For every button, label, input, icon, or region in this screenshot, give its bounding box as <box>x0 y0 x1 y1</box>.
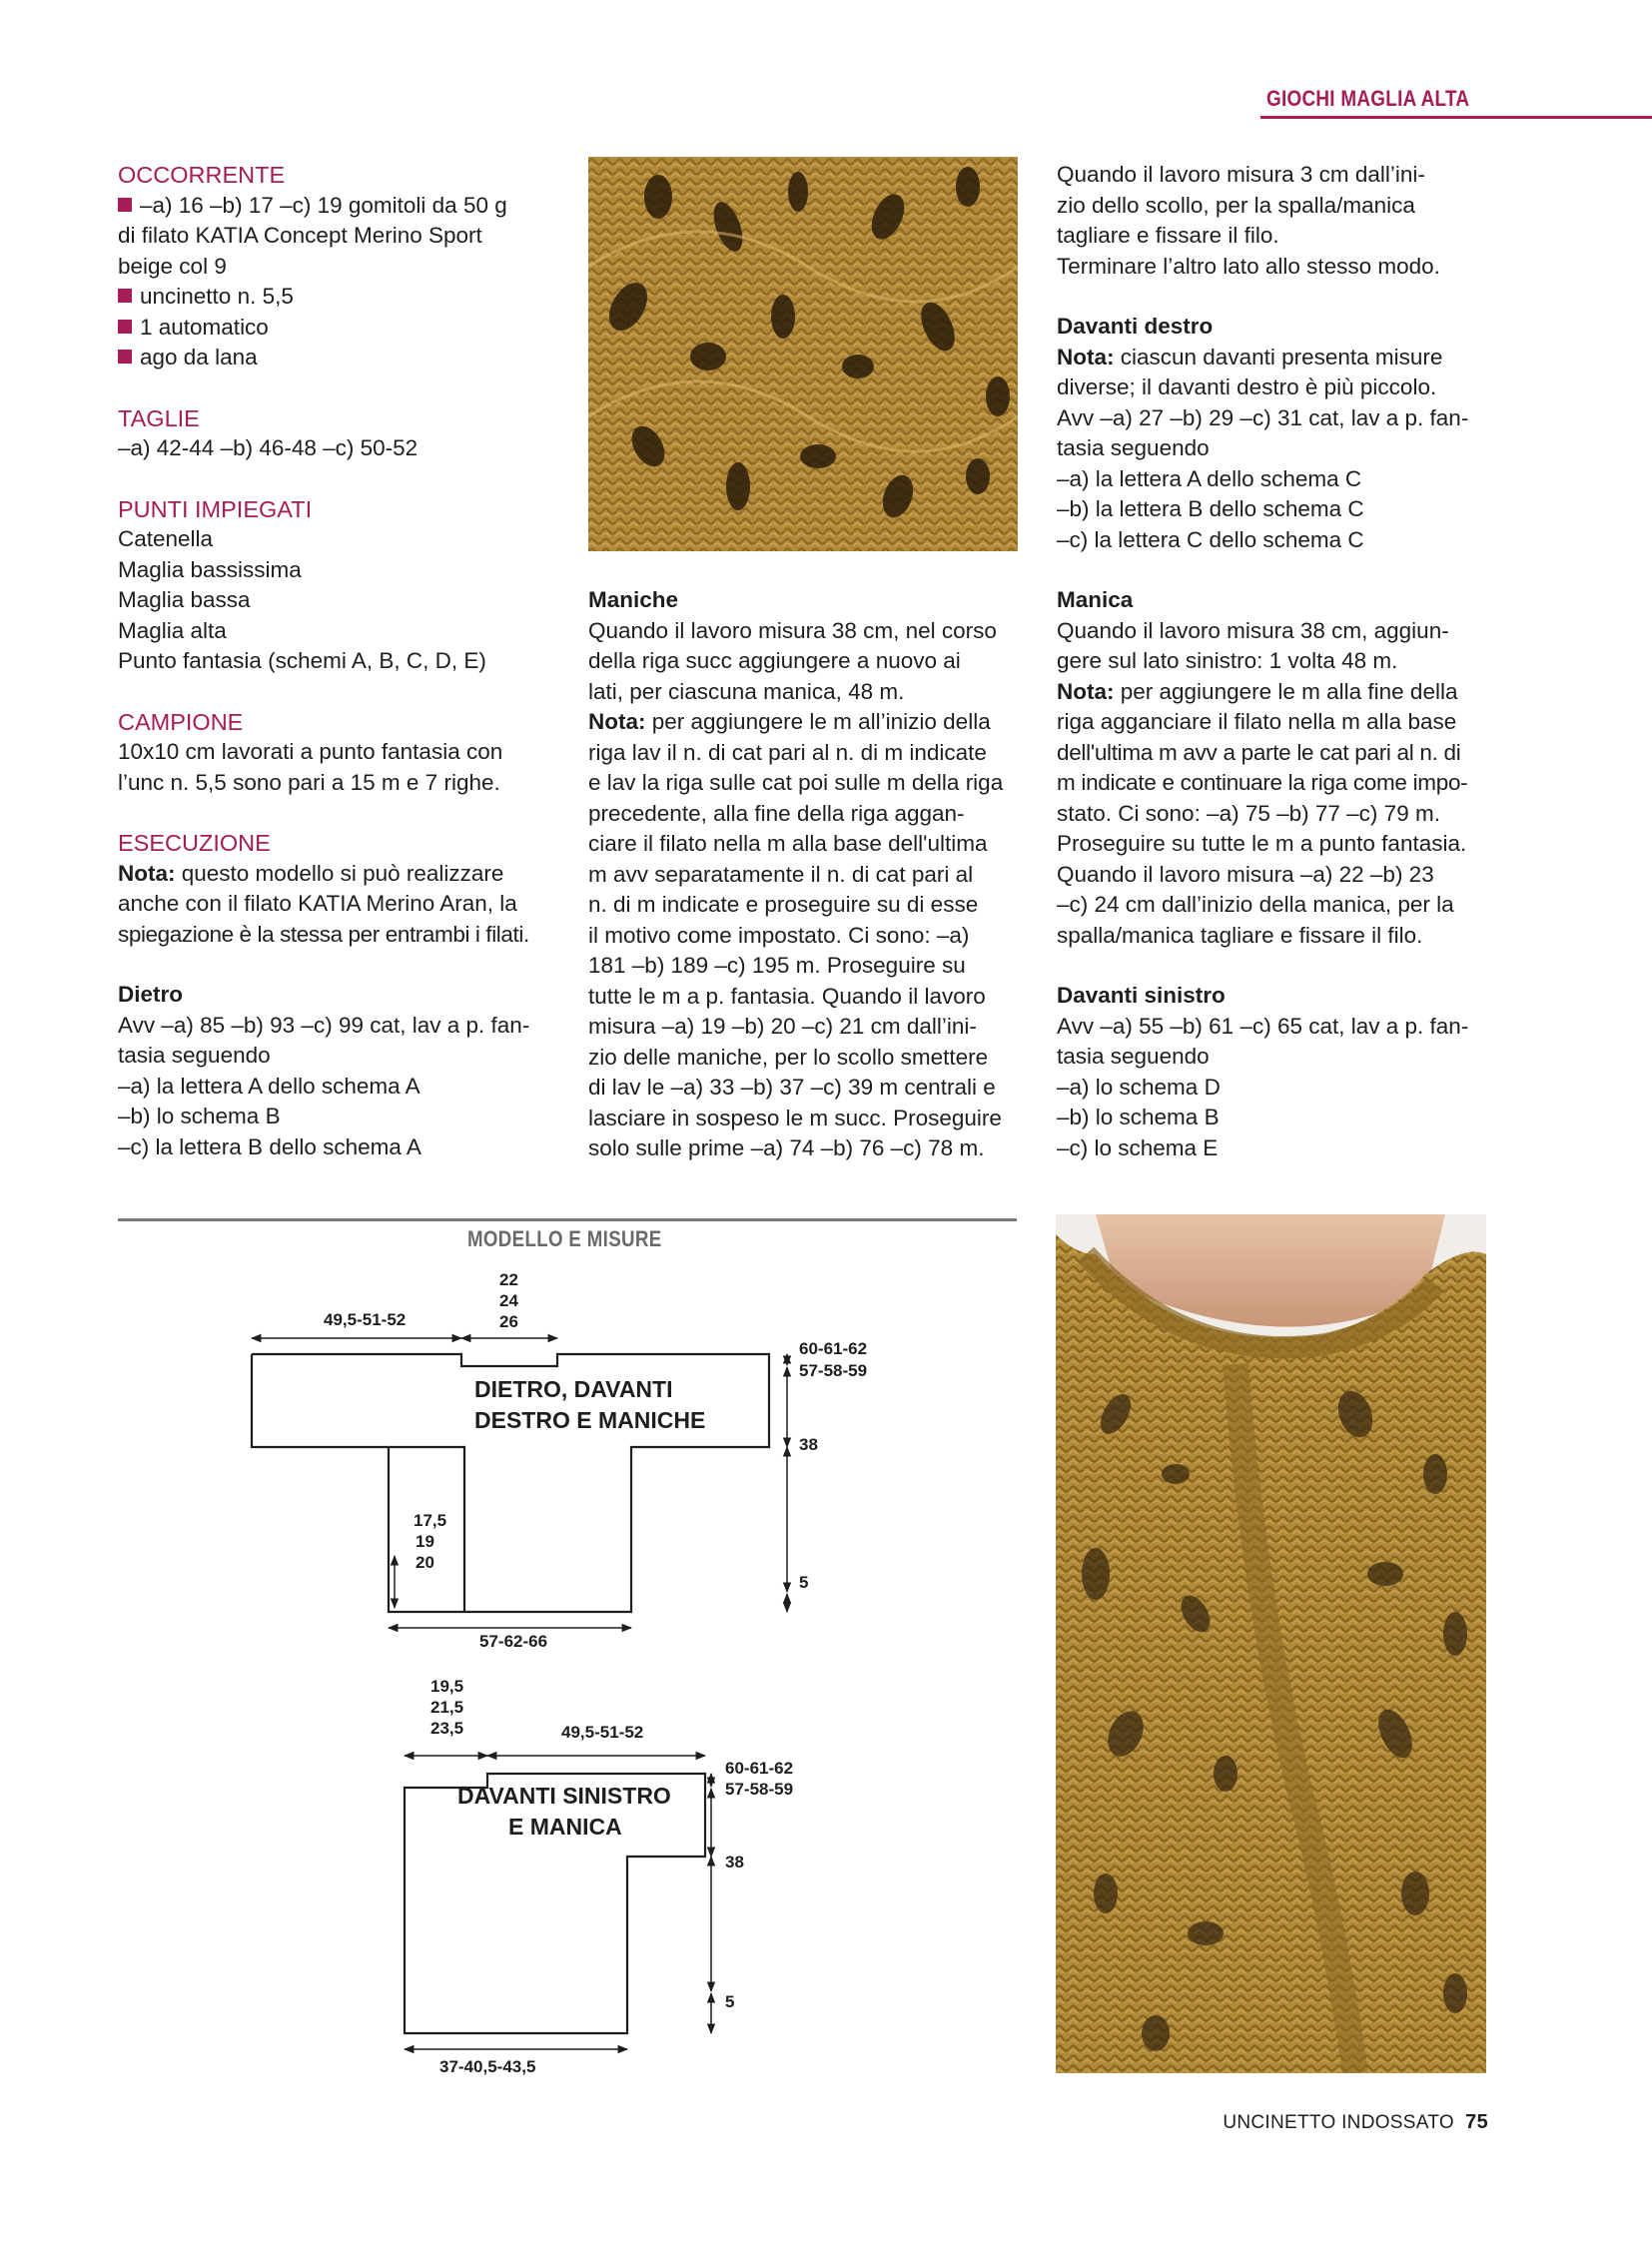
punti-heading: PUNTI IMPIEGATI <box>118 495 313 522</box>
occorrente-item-hook: uncinetto n. 5,5 <box>140 284 294 309</box>
right-line: Terminare l’altro lato allo stesso modo. <box>1057 253 1440 279</box>
section-tag: GIOCHI MAGLIA ALTA <box>1266 86 1470 111</box>
taglie-text: –a) 42-44 –b) 46-48 –c) 50-52 <box>118 435 418 460</box>
punto-item: Maglia bassa <box>118 587 251 612</box>
dim-side: 17,5 <box>413 1511 447 1530</box>
maniche-line: ciare il filato nella m alla base dell'ultima <box>588 831 988 856</box>
maniche-line: m avv separatamente il n. di cat pari al <box>588 861 974 887</box>
magazine-name: UNCINETTO INDOSSATO <box>1223 2112 1454 2133</box>
maniche-line: n. di m indicate e proseguire su di esse <box>588 892 979 917</box>
dietro-line-1: Avv –a) 85 –b) 93 –c) 99 cat, lav a p. fan- <box>118 1012 530 1038</box>
maniche-line: misura –a) 19 –b) 20 –c) 21 cm dall’ini- <box>588 1014 977 1039</box>
manica-line: spalla/manica tagliare e fissare il filo. <box>1057 922 1423 948</box>
manica-line: Quando il lavoro misura –a) 22 –b) 23 <box>1057 861 1434 887</box>
esecuzione-line-1: questo modello si può realizzare <box>175 860 504 886</box>
maniche-line: zio delle maniche, per lo scollo smettere <box>588 1044 989 1070</box>
dim-38: 38 <box>799 1435 818 1454</box>
manica-nota: per aggiungere le m alla fine della <box>1114 678 1458 704</box>
dim-neck: 21,5 <box>430 1698 464 1717</box>
garment-photo <box>1056 1214 1486 2073</box>
occorrente-line-2: di filato KATIA Concept Merino Sport <box>118 223 482 248</box>
diagram-title: MODELLO E MISURE <box>467 1226 662 1251</box>
piece2-label: E MANICA <box>508 1814 622 1840</box>
dim-neck: 23,5 <box>430 1719 464 1738</box>
dim-neck: 22 <box>499 1270 518 1289</box>
dd-line: –a) la lettera A dello schema C <box>1057 465 1362 491</box>
ds-line: Avv –a) 55 –b) 61 –c) 65 cat, lav a p. fan- <box>1057 1013 1469 1039</box>
nota-label: Nota: <box>118 860 176 886</box>
manica-line: –c) 24 cm dall’inizio della manica, per la <box>1057 892 1454 917</box>
ds-line: –a) lo schema D <box>1057 1074 1221 1100</box>
maniche-line: solo sulle prime –a) 74 –b) 76 –c) 78 m. <box>588 1135 985 1160</box>
maniche-line: 181 –b) 189 –c) 195 m. Proseguire su <box>588 953 966 978</box>
dim-side: 19 <box>415 1532 434 1551</box>
esecuzione-heading: ESECUZIONE <box>118 830 271 856</box>
dim-5: 5 <box>799 1573 809 1592</box>
manica-line: Quando il lavoro misura 38 cm, aggiun- <box>1057 617 1449 643</box>
davanti-sinistro-heading: Davanti sinistro <box>1057 983 1226 1008</box>
dim-neck: 24 <box>499 1291 518 1310</box>
dd-line: –b) la lettera B dello schema C <box>1057 496 1364 521</box>
manica-heading: Manica <box>1057 587 1134 612</box>
dim-height: 60-61-62 <box>725 1759 794 1778</box>
nota-label: Nota: <box>1057 344 1115 370</box>
dd-nota: ciascun davanti presenta misure <box>1114 344 1443 370</box>
maniche-heading: Maniche <box>588 587 679 612</box>
punto-item: Maglia alta <box>118 617 227 643</box>
taglie-heading: TAGLIE <box>118 404 200 431</box>
punto-item: Catenella <box>118 526 214 551</box>
dim-sleeve-top: 49,5-51-52 <box>561 1723 644 1742</box>
dd-line: diverse; il davanti destro è più piccolo. <box>1057 374 1437 399</box>
dietro-line-3: –a) la lettera A dello schema A <box>118 1073 420 1099</box>
maniche-line: e lav la riga sulle cat poi sulle m della riga <box>588 770 1004 795</box>
ds-line: tasia seguendo <box>1057 1044 1210 1069</box>
manica-line: m indicate e continuare la riga come impo- <box>1057 770 1468 795</box>
dd-line: Avv –a) 27 –b) 29 –c) 31 cat, lav a p. fan- <box>1057 404 1469 430</box>
page-footer <box>1223 2111 1488 2134</box>
maniche-line: Quando il lavoro misura 38 cm, nel corso <box>588 617 997 643</box>
punto-item: Maglia bassissima <box>118 556 302 582</box>
dim-sleeve-top: 49,5-51-52 <box>324 1310 407 1329</box>
dim-side: 20 <box>415 1553 434 1572</box>
punto-item: Punto fantasia (schemi A, B, C, D, E) <box>118 648 486 673</box>
dim-neck: 26 <box>499 1312 518 1331</box>
occorrente-line-1: –a) 16 –b) 17 –c) 19 gomitoli da 50 g <box>140 192 507 218</box>
maniche-line: precedente, alla fine della riga aggan- <box>588 800 965 826</box>
dietro-line-5: –c) la lettera B dello schema A <box>118 1133 421 1159</box>
manica-line: stato. Ci sono: –a) 75 –b) 77 –c) 79 m. <box>1057 800 1440 826</box>
dim-height: 57-58-59 <box>725 1780 794 1799</box>
dietro-heading: Dietro <box>118 982 184 1007</box>
dim-height: 57-58-59 <box>799 1361 868 1380</box>
dim-38: 38 <box>725 1853 744 1871</box>
occorrente-item-snap: 1 automatico <box>140 314 269 340</box>
nota-label: Nota: <box>1057 678 1115 704</box>
dd-line: tasia seguendo <box>1057 435 1210 460</box>
dim-neck: 19,5 <box>430 1677 464 1696</box>
manica-line: Proseguire su tutte le m a punto fantasia. <box>1057 831 1467 856</box>
page-number: 75 <box>1465 2111 1488 2133</box>
dd-line: –c) la lettera C dello schema C <box>1057 526 1364 552</box>
ds-line: –c) lo schema E <box>1057 1134 1219 1160</box>
piece2-label: DAVANTI SINISTRO <box>457 1783 671 1809</box>
right-line: zio dello scollo, per la spalla/manica <box>1057 192 1415 218</box>
campione-line-2: l’unc n. 5,5 sono pari a 15 m e 7 righe. <box>118 769 500 795</box>
maniche-line: il motivo come impostato. Ci sono: –a) <box>588 922 970 948</box>
dim-bottom: 37-40,5-43,5 <box>439 2057 536 2076</box>
occorrente-heading: OCCORRENTE <box>118 162 286 188</box>
occorrente-item-needle: ago da lana <box>140 345 258 370</box>
dim-5: 5 <box>725 1992 735 2011</box>
piece-front-left-outline <box>405 1774 705 2033</box>
maniche-line: lasciare in sospeso le m succ. Proseguire <box>588 1105 1002 1130</box>
dietro-line-2: tasia seguendo <box>118 1043 271 1068</box>
manica-line: gere sul lato sinistro: 1 volta 48 m. <box>1057 648 1398 673</box>
maniche-line: riga lav il n. di cat pari al n. di m indicate <box>588 739 987 765</box>
ds-line: –b) lo schema B <box>1057 1105 1220 1129</box>
dim-height: 60-61-62 <box>799 1339 868 1358</box>
nota-label: Nota: <box>588 709 646 734</box>
piece1-label: DIETRO, DAVANTI <box>474 1376 673 1402</box>
davanti-destro-heading: Davanti destro <box>1057 314 1214 339</box>
esecuzione-line-2: anche con il filato KATIA Merino Aran, la <box>118 891 517 916</box>
maniche-line: lati, per ciascuna manica, 48 m. <box>588 678 905 704</box>
occorrente-line-3: beige col 9 <box>118 253 227 279</box>
maniche-line: tutte le m a p. fantasia. Quando il lavoro <box>588 983 986 1009</box>
dim-bottom: 57-62-66 <box>479 1632 548 1651</box>
dietro-line-4: –b) lo schema B <box>118 1104 281 1128</box>
maniche-nota: per aggiungere le m all’inizio della <box>645 709 991 734</box>
right-line: Quando il lavoro misura 3 cm dall’ini- <box>1057 162 1425 187</box>
right-column <box>1057 160 1487 1163</box>
piece1-label: DESTRO E MANICHE <box>474 1407 706 1433</box>
esecuzione-line-3: spiegazione è la stessa per entrambi i filati. <box>118 921 529 947</box>
manica-line: riga agganciare il filato nella m alla base <box>1057 709 1457 734</box>
maniche-line: della riga succ aggiungere a nuovo ai <box>588 648 961 673</box>
campione-heading: CAMPIONE <box>118 708 244 735</box>
campione-line-1: 10x10 cm lavorati a punto fantasia con <box>118 739 503 764</box>
right-line: tagliare e fissare il filo. <box>1057 223 1279 248</box>
manica-line: dell'ultima m avv a parte le cat pari al n. di <box>1057 739 1461 765</box>
maniche-line: di lav le –a) 33 –b) 37 –c) 39 m centrali e <box>588 1075 996 1100</box>
section-tag-rule <box>1260 116 1652 119</box>
